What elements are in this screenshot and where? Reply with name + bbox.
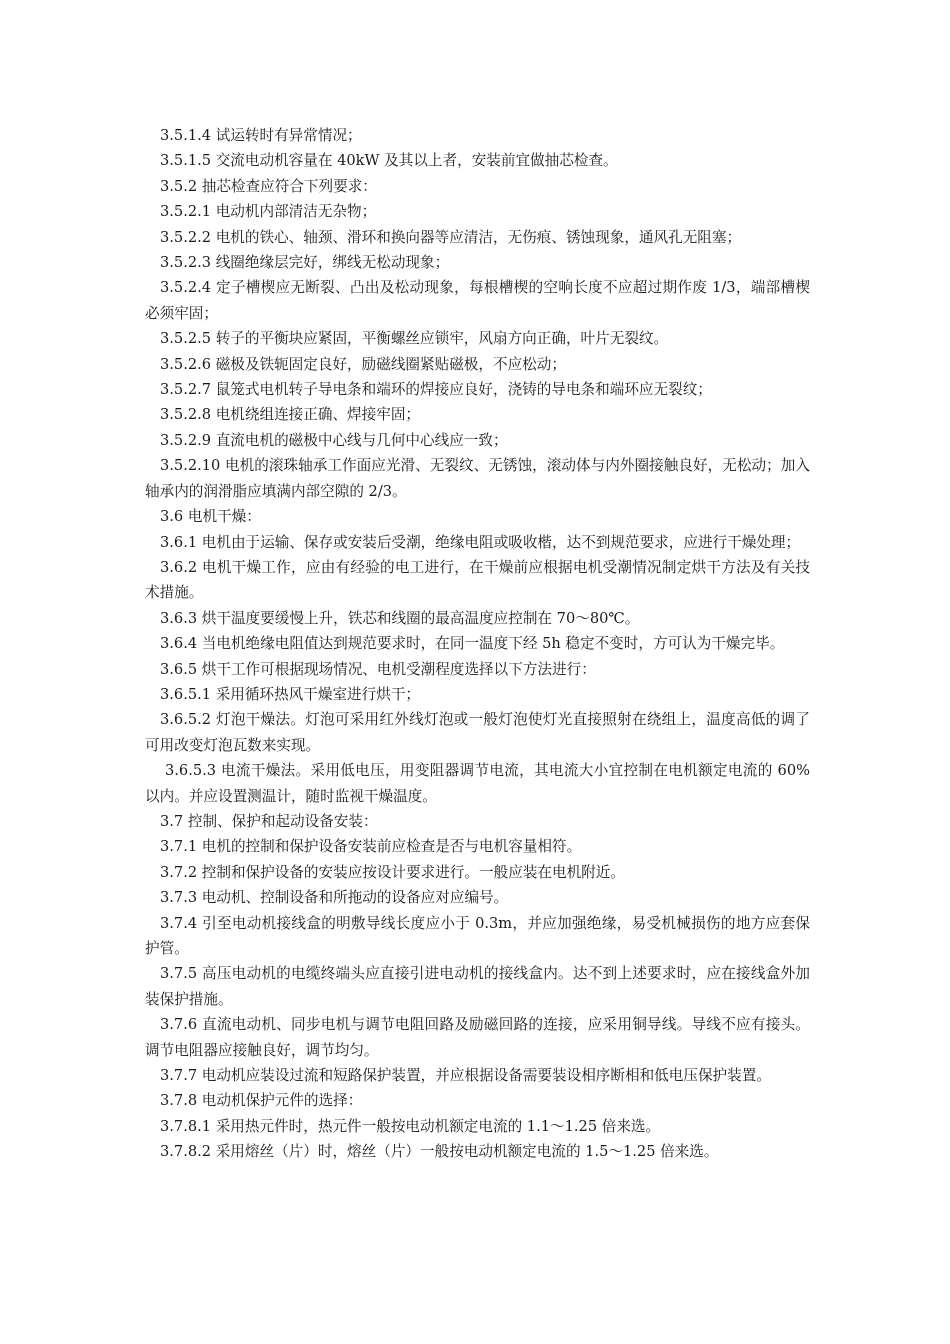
paragraph-3-6-1: 3.6.1 电机由于运输、保存或安装后受潮，绝缘电阻或吸收楷，达不到规范要求，应进行干燥处理； <box>160 533 801 551</box>
paragraph-3-7-5: 3.7.5 高压电动机的电缆终端头应直接引进电动机的接线盒内。达不到上述要求时，应在接线盒外加装保护措施。 <box>145 965 810 1008</box>
paragraph-3-6-5-1: 3.6.5.1 采用循环热风干燥室进行烘干； <box>160 685 421 703</box>
paragraph-3-5-2-2: 3.5.2.2 电机的铁心、轴颈、滑环和换向器等应清洁，无伤痕、锈蚀现象，通风孔无阻塞； <box>160 228 742 246</box>
paragraph-3-5-2-8: 3.5.2.8 电机绕组连接正确、焊接牢固； <box>160 406 421 424</box>
paragraph-3-7-8: 3.7.8 电动机保护元件的选择： <box>160 1092 363 1110</box>
paragraph-3-7-6: 3.7.6 直流电动机、同步电机与调节电阻回路及励磁回路的连接，应采用铜导线。导线不应有接头。调节电阻器应接触良好，调节均匀。 <box>145 1016 810 1059</box>
paragraph-3-6-5: 3.6.5 烘干工作可根据现场情况、电机受潮程度选择以下方法进行： <box>160 660 596 678</box>
paragraph-3-6-3: 3.6.3 烘干温度要缓慢上升，铁芯和线圈的最高温度应控制在 70～80℃。 <box>160 609 640 627</box>
paragraph-3-7-8-1: 3.7.8.1 采用热元件时，热元件一般按电动机额定电流的 1.1～1.25 倍来选。 <box>160 1117 661 1135</box>
paragraph-3-5-2-9: 3.5.2.9 直流电机的磁极中心线与几何中心线应一致； <box>160 431 508 449</box>
section-heading-3-7: 3.7 控制、保护和起动设备安装： <box>160 812 378 830</box>
paragraph-3-6-5-3: 3.6.5.3 电流干燥法。采用低电压，用变阻器调节电流，其电流大小宜控制在电机额定电流的 60%以内。并应设置测温计，随时监视干燥温度。 <box>145 762 810 805</box>
paragraph-3-7-3: 3.7.3 电动机、控制设备和所拖动的设备应对应编号。 <box>160 889 509 907</box>
paragraph-3-5-2: 3.5.2 抽芯检查应符合下列要求： <box>160 177 377 195</box>
paragraph-3-7-2: 3.7.2 控制和保护设备的安装应按设计要求进行。一般应装在电机附近。 <box>160 863 625 881</box>
section-heading-3-6: 3.6 电机干燥： <box>160 508 261 526</box>
paragraph-3-5-2-10: 3.5.2.10 电机的滚珠轴承工作面应光滑、无裂纹、无锈蚀，滚动体与内外圈接触良好，无松动；加入轴承内的润滑脂应填满内部空隙的 2/3。 <box>145 457 810 500</box>
paragraph-3-5-2-4: 3.5.2.4 定子槽楔应无断裂、凸出及松动现象，每根槽楔的空响长度不应超过期作废 1/3，端部槽楔必须牢固； <box>145 279 810 322</box>
paragraph-3-7-8-2: 3.7.8.2 采用熔丝（片）时，熔丝（片）一般按电动机额定电流的 1.5～1.25 倍来选。 <box>160 1143 719 1161</box>
document-body <box>145 123 810 1165</box>
paragraph-3-5-1-5: 3.5.1.5 交流电动机容量在 40kW 及其以上者，安装前宜做抽芯检查。 <box>160 152 618 170</box>
paragraph-3-5-2-5: 3.5.2.5 转子的平衡块应紧固，平衡螺丝应锁牢，风扇方向正确，叶片无裂纹。 <box>160 330 669 348</box>
paragraph-3-7-4: 3.7.4 引至电动机接线盒的明敷导线长度应小于 0.3m，并应加强绝缘，易受机械损伤的地方应套保护管。 <box>145 914 810 957</box>
paragraph-3-5-1-4: 3.5.1.4 试运转时有异常情况； <box>160 127 362 144</box>
paragraph-3-7-1: 3.7.1 电机的控制和保护设备安装前应检查是否与电机容量相符。 <box>160 838 582 856</box>
paragraph-3-7-7: 3.7.7 电动机应装设过流和短路保护装置，并应根据设备需要装设相序断相和低电压保护装置。 <box>160 1067 771 1085</box>
paragraph-3-5-2-3: 3.5.2.3 线圈绝缘层完好，绑线无松动现象； <box>160 254 450 272</box>
paragraph-3-6-4: 3.6.4 当电机绝缘电阻值达到规范要求时，在同一温度下经 5h 稳定不变时，方可认为干燥完毕。 <box>160 635 785 653</box>
paragraph-3-6-5-2: 3.6.5.2 灯泡干燥法。灯泡可采用红外线灯泡或一般灯泡使灯光直接照射在绕组上，温度高低的调了可用改变灯泡瓦数来实现。 <box>145 711 810 754</box>
paragraph-3-5-2-7: 3.5.2.7 鼠笼式电机转子导电条和端环的焊接应良好，浇铸的导电条和端环应无裂纹； <box>160 381 712 399</box>
paragraph-3-5-2-6: 3.5.2.6 磁极及铁轭固定良好，励磁线圈紧贴磁极，不应松动； <box>160 355 566 373</box>
paragraph-3-5-2-1: 3.5.2.1 电动机内部清洁无杂物； <box>160 203 377 221</box>
paragraph-3-6-2: 3.6.2 电机干燥工作，应由有经验的电工进行，在干燥前应根据电机受潮情况制定烘干方法及有关技术措施。 <box>145 558 810 602</box>
